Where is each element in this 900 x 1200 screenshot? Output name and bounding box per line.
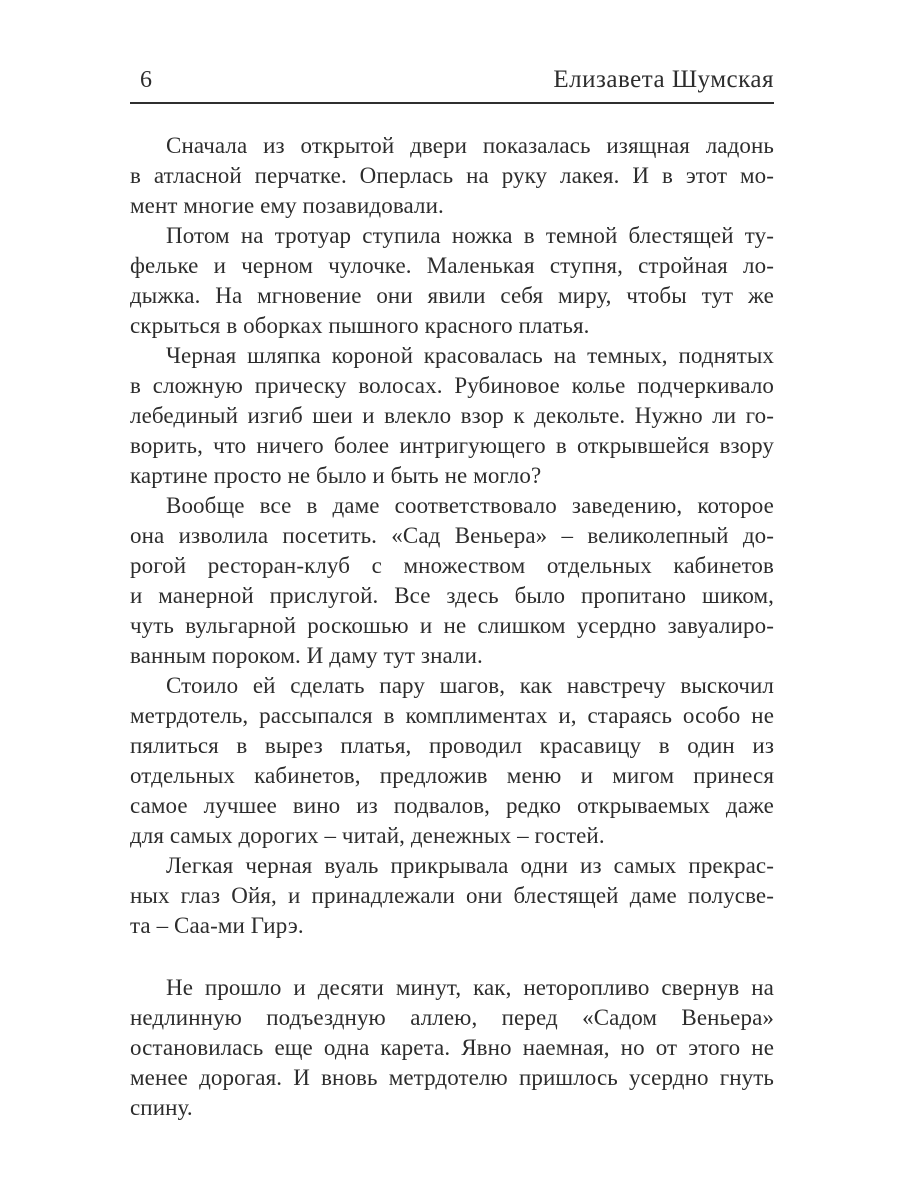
- text-line: отдельных кабинетов, предложив меню и мигом принеся: [130, 763, 774, 788]
- text-line: лебединый изгиб шеи и влекло взор к декольте. Нужно ли го-: [130, 403, 774, 428]
- text-line: Не прошло и десяти минут, как, неторопливо свернув на: [166, 975, 774, 1000]
- text-line: Потом на тротуар ступила ножка в темной блестящей ту-: [166, 223, 774, 248]
- text-line: чуть вульгарной роскошью и не слишком усердно завуалиро-: [130, 613, 774, 638]
- paragraph: [130, 341, 774, 491]
- paragraph: [130, 221, 774, 341]
- paragraph: [130, 973, 774, 1123]
- text-line: в сложную прическу волосах. Рубиновое колье подчеркивало: [130, 373, 774, 398]
- text-line: картине просто не было и быть не могло?: [130, 463, 542, 488]
- paragraph: [130, 491, 774, 671]
- text-line: она изволила посетить. «Сад Веньера» – великолепный до-: [130, 523, 774, 548]
- text-line: ных глаз Ойя, и принадлежали они блестящей даме полусве-: [130, 883, 774, 908]
- text-line: Черная шляпка короной красовалась на темных, поднятых: [166, 343, 774, 368]
- text-line: в атласной перчатке. Оперлась на руку лакея. И в этот мо-: [130, 163, 774, 188]
- text-line: спину.: [130, 1095, 193, 1120]
- text-line: Стоило ей сделать пару шагов, как навстречу выскочил: [166, 673, 774, 698]
- text-line: Легкая черная вуаль прикрывала одни из самых прекрас-: [166, 853, 774, 878]
- text-line: и манерной прислугой. Все здесь было пропитано шиком,: [130, 583, 774, 608]
- scene-break: [130, 941, 774, 973]
- text-line: мент многие ему позавидовали.: [130, 193, 444, 218]
- text-block: [130, 131, 774, 1123]
- page-number: 6: [140, 67, 152, 93]
- text-line: ворить, что ничего более интригующего в открывшейся взору: [130, 433, 774, 458]
- text-line: скрыться в оборках пышного красного платья.: [130, 313, 590, 338]
- text-line: пялиться в вырез платья, проводил красавицу в один из: [130, 733, 774, 758]
- text-line: та – Саа-ми Гирэ.: [130, 913, 304, 938]
- header-rule: [130, 102, 774, 104]
- text-line: для самых дорогих – читай, денежных – гостей.: [130, 823, 605, 848]
- text-line: недлинную подъездную аллею, перед «Садом Веньера»: [130, 1005, 774, 1030]
- paragraph: [130, 131, 774, 221]
- text-line: ванным пороком. И даму тут знали.: [130, 643, 483, 668]
- text-line: Вообще все в даме соответствовало заведению, которое: [166, 493, 774, 518]
- running-head-author: Елизавета Шумская: [553, 66, 774, 93]
- text-line: Сначала из открытой двери показалась изящная ладонь: [166, 133, 774, 158]
- text-line: самое лучшее вино из подвалов, редко открываемых даже: [130, 793, 774, 818]
- text-line: дыжка. На мгновение они явили себя миру, чтобы тут же: [130, 283, 774, 308]
- text-line: остановилась еще одна карета. Явно наемная, но от этого не: [130, 1035, 774, 1060]
- text-line: метрдотель, рассыпался в комплиментах и, стараясь особо не: [130, 703, 774, 728]
- text-line: менее дорогая. И вновь метрдотелю пришлось усердно гнуть: [130, 1065, 774, 1090]
- text-line: рогой ресторан-клуб с множеством отдельных кабинетов: [130, 553, 774, 578]
- paragraph: [130, 851, 774, 941]
- paragraph: [130, 671, 774, 851]
- page-header: [130, 66, 774, 94]
- text-line: фельке и черном чулочке. Маленькая ступня, стройная ло-: [130, 253, 774, 278]
